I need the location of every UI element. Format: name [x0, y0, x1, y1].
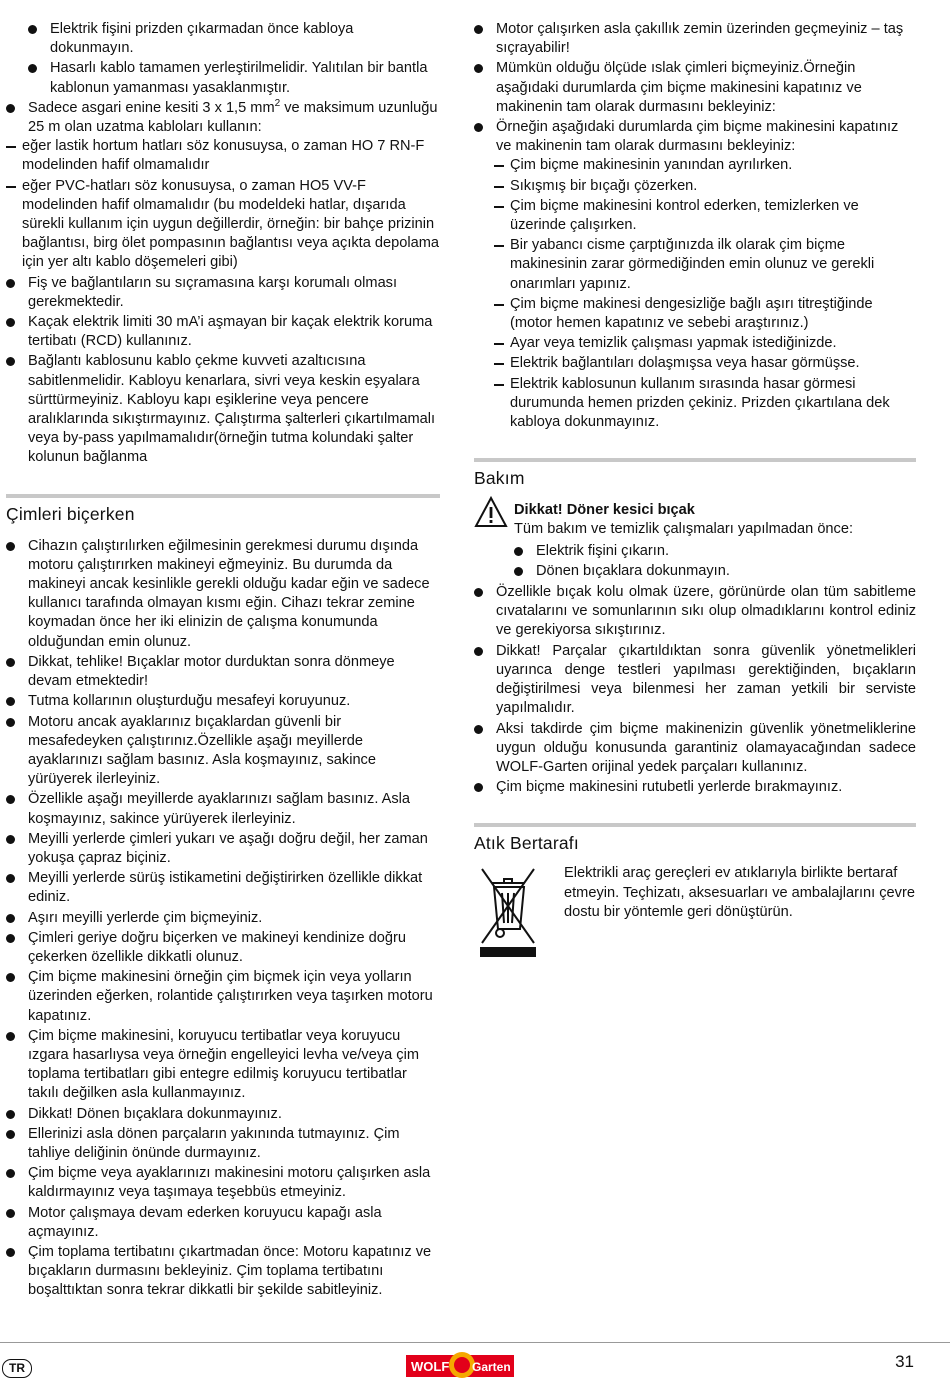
dash-item: Çim biçme makinesi dengesizliğe bağlı aşırı titreştiğinde (motor hemen kapatınız ve sebebi araştırınız.): [494, 295, 916, 333]
disposal-text: Elektrikli araç gereçleri ev atıklarıyla birlikte bertaraf etmeyin. Teçhizatı, aksesuarları ve ambalajlarını çevre dostu bir yöntemle geri dönüştürün.: [564, 865, 915, 920]
list-item: Çim biçme makinesini rutubetli yerlerde bırakmayınız.: [474, 778, 916, 797]
list-item: Hasarlı kablo tamamen yerleştirilmelidir. Yalıtılan bir bantla kablonun yamanması yasaklanmıştır.: [28, 59, 440, 97]
intro-sub-list: [28, 20, 440, 98]
list-item: Aksi takdirde çim biçme makinenizin güvenlik yönetmeliklerine uygun olduğu konusunda garantiniz olamayacağından sadece WOLF-Garten orijinal yedek parçaları kullanınız.: [474, 720, 916, 778]
list-item: Fiş ve bağlantıların su sıçramasına karşı korumalı olması gerekmektedir.: [6, 274, 440, 312]
list-item: Dikkat, tehlike! Bıçaklar motor durduktan sonra dönmeye devam etmektedir!: [6, 653, 440, 691]
list-item-cable: [6, 99, 440, 273]
list-item: Dikkat! Parçalar çıkartıldıktan sonra güvenlik yönetmelikleri uyarınca denge testleri yapılması gerektiğinden, bıçakların değiştirilmesi veya bilenmesi her zaman yetkili bir serviste yapılmalıdır.: [474, 642, 916, 719]
dash-item: Sıkışmış bir bıçağı çözerken.: [494, 177, 916, 196]
crossed-out-wheelie-bin-icon: [480, 867, 536, 965]
list-item: Elektrik fişini çıkarın.: [514, 542, 916, 561]
section-rule: [474, 823, 916, 827]
list-item: Cihazın çalıştırılırken eğilmesinin gerekmesi durumu dışında motoru çalıştırırken makineyi eğmeyiniz. Bu durumda da makineyi ancak kesinlikle gerekli olduğu kadar eğin ve sadece kullanıcı tarafında olmayan kısmı eğin. Cihazı tekrar zemine koymadan önce her iki elinizin de çalışma konumunda olduğundan emin olunuz.: [6, 537, 440, 652]
warning-block: [474, 501, 916, 581]
section-title-disposal: Atık Bertarafı: [474, 833, 579, 854]
dash-item: Elektrik bağlantıları dolaşmışsa veya hasar görmüşse.: [494, 354, 916, 373]
maintenance-list: [474, 583, 916, 797]
list-item: Motor çalışırken asla çakıllık zemin üzerinden geçmeyiniz – taş sıçrayabilir!: [474, 20, 916, 58]
list-item: Motoru ancak ayaklarınız bıçaklardan güvenli bir mesafedeyken çalıştırınız.Özellikle aşağı meyillerde ayaklarınızı sağlam basınız. Asla koşmayınız, sakince yürüyerek ilerleyiniz.: [6, 713, 440, 790]
dash-item: Elektrik kablosunun kullanım sırasında hasar görmesi durumunda hemen prizden çekiniz. Prizden çıkartılana dek kabloya dokunmayınız.: [494, 375, 916, 433]
dash-item: eğer PVC-hatları söz konusuysa, o zaman HO5 VV-F modelinden hafif olmamalıdır (bu modeldeki hatlar, dışarıda sürekli kullanım için uygun değillerdir, örneğin: bir bahçe prizinin bağlantısı, birg ölet pompasının bağlantısı veya açıkta depolama için yer altı kablo döşemeleri gibi): [6, 177, 440, 273]
list-item: Dönen bıçaklara dokunmayın.: [514, 562, 916, 581]
warning-list: [514, 542, 916, 581]
section-rule: [474, 458, 916, 462]
list-item: Elektrik fişini prizden çıkarmadan önce kabloya dokunmayın.: [28, 20, 440, 58]
superscript: 2: [274, 97, 281, 109]
right-column: [474, 20, 916, 984]
section-rule: [6, 494, 440, 498]
dash-item: eğer lastik hortum hatları söz konusuysa, o zaman HO 7 RN-F modelinden hafif olmamalıdır: [6, 137, 440, 175]
list-item-text: Örneğin aşağıdaki durumlarda çim biçme makinesini kapatınız ve makinenin tam olarak durmasını bekleyiniz:: [496, 119, 899, 155]
list-item: Ellerinizi asla dönen parçaların yakınında tutmayınız. Çim tahliye deliğinin önünde durmayınız.: [6, 1125, 440, 1163]
right-top-list: [474, 20, 916, 432]
list-item: Tutma kollarının oluşturduğu mesafeyi koruyunuz.: [6, 692, 440, 711]
list-item: Motor çalışmaya devam ederken koruyucu kapağı asla açmayınız.: [6, 1204, 440, 1242]
svg-text:WOLF: WOLF: [411, 1359, 450, 1374]
list-item: Mümkün olduğu ölçüde ıslak çimleri biçmeyiniz.Örneğin aşağıdaki durumlarda çim biçme makinesini kapatınız ve makinenin tam olarak durmasını bekleyiniz:: [474, 59, 916, 117]
warning-text: Tüm bakım ve temizlik çalışmaları yapılmadan önce:: [514, 521, 854, 538]
list-item: Çimleri geriye doğru biçerken ve makineyi kendinize doğru çekerken özellikle dikkatli olunuz.: [6, 929, 440, 967]
footer-rule: [0, 1342, 950, 1343]
cable-text-suffix: ve maksimum uzunluğu 25 m olan uzatma kabloları kullanın:: [28, 99, 438, 136]
section-title-maintenance: Bakım: [474, 468, 525, 489]
wolf-garten-logo: [406, 1351, 514, 1387]
warning-triangle-icon: [474, 496, 508, 534]
list-item: Aşırı meyilli yerlerde çim biçmeyiniz.: [6, 909, 440, 928]
language-badge: TR: [2, 1359, 32, 1378]
section-title-mowing: Çimleri biçerken: [6, 503, 135, 524]
dash-item: Ayar veya temizlik çalışması yapmak istediğinizde.: [494, 334, 916, 353]
safety-list: [6, 99, 440, 468]
list-item: Çim biçme veya ayaklarınızı makinesini motoru çalışırken asla kaldırmayınız veya taşımaya teşebbüs etmeyiniz.: [6, 1164, 440, 1202]
list-item: Meyilli yerlerde sürüş istikametini değiştirirken özellikle dikkat ediniz.: [6, 869, 440, 907]
list-item: Bağlantı kablosunu kablo çekme kuvveti azaltıcısına sabitlenmelidir. Kabloyu kenarlara, sivri veya keskin eşyalara sürttürmeyiniz. Kabloyu kapı eşiklerine veya pencere aralıklarında sıkıştırmayınız. Çalıştırma şalterleri çıkartılmamalı veya by-pass yapılmamalıdır(örneğin tutma kolundaki şalter kolunun bağlanma: [6, 352, 440, 467]
page-number: 31: [895, 1352, 914, 1371]
list-item: Çim toplama tertibatını çıkartmadan önce: Motoru kapatınız ve bıçakların durmasını bekleyiniz. Çim toplama tertibatını boşalttıktan sonra tekrar dikkatli bir şekilde sabitleyiniz.: [6, 1243, 440, 1301]
list-item: Kaçak elektrik limiti 30 mA’i aşmayan bir kaçak elektrik koruma tertibatı (RCD) kullanınız.: [6, 313, 440, 351]
cable-text: Sadece asgari enine kesiti 3 x 1,5 mm: [28, 99, 275, 116]
disposal-block: [474, 864, 916, 984]
list-item: Çim biçme makinesini, koruyucu tertibatlar veya koruyucu ızgara hasarlıysa veya örneğin engelleyici levha ve/veya çim toplama tertibatları gibi entegre edilmiş koruyucu tertibatlar takılı değilken asla kullanmayınız.: [6, 1027, 440, 1104]
warning-title: Dikkat! Döner kesici bıçak: [514, 502, 695, 519]
dash-item: Bir yabancı cisme çarptığınızda ilk olarak çim biçme makinesinin zarar görmediğinden emin olunuz ve gerekli onarımları yapınız.: [494, 236, 916, 294]
cable-dash-list: [6, 137, 440, 272]
mowing-list: [6, 537, 440, 1301]
stop-cases-dash-list: [494, 156, 916, 432]
list-item: [474, 118, 916, 432]
left-column: [6, 20, 440, 1302]
list-item: Özellikle aşağı meyillerde ayaklarınızı sağlam basınız. Asla koşmayınız, sakince yürüyerek ilerleyiniz.: [6, 790, 440, 828]
dash-item: Çim biçme makinesinin yanından ayrılırken.: [494, 156, 916, 175]
list-item: Özellikle bıçak kolu olmak üzere, görünürde olan tüm sabitleme cıvatalarını ve somunlarının sıkı olup olmadıklarını kontrol ediniz ve gerekiyorsa sıkıştırınız.: [474, 583, 916, 641]
svg-text:Garten: Garten: [472, 1360, 511, 1374]
list-item: Meyilli yerlerde çimleri yukarı ve aşağı doğru değil, her zaman yokuşa çapraz biçiniz.: [6, 830, 440, 868]
list-item: Dikkat! Dönen bıçaklara dokunmayınız.: [6, 1105, 440, 1124]
list-item: Çim biçme makinesini örneğin çim biçmek için veya yolların üzerinden eğerken, rolantide çalıştırırken veya taşırken motoru kapatınız.: [6, 968, 440, 1026]
dash-item: Çim biçme makinesini kontrol ederken, temizlerken ve üzerinde çalışırken.: [494, 197, 916, 235]
